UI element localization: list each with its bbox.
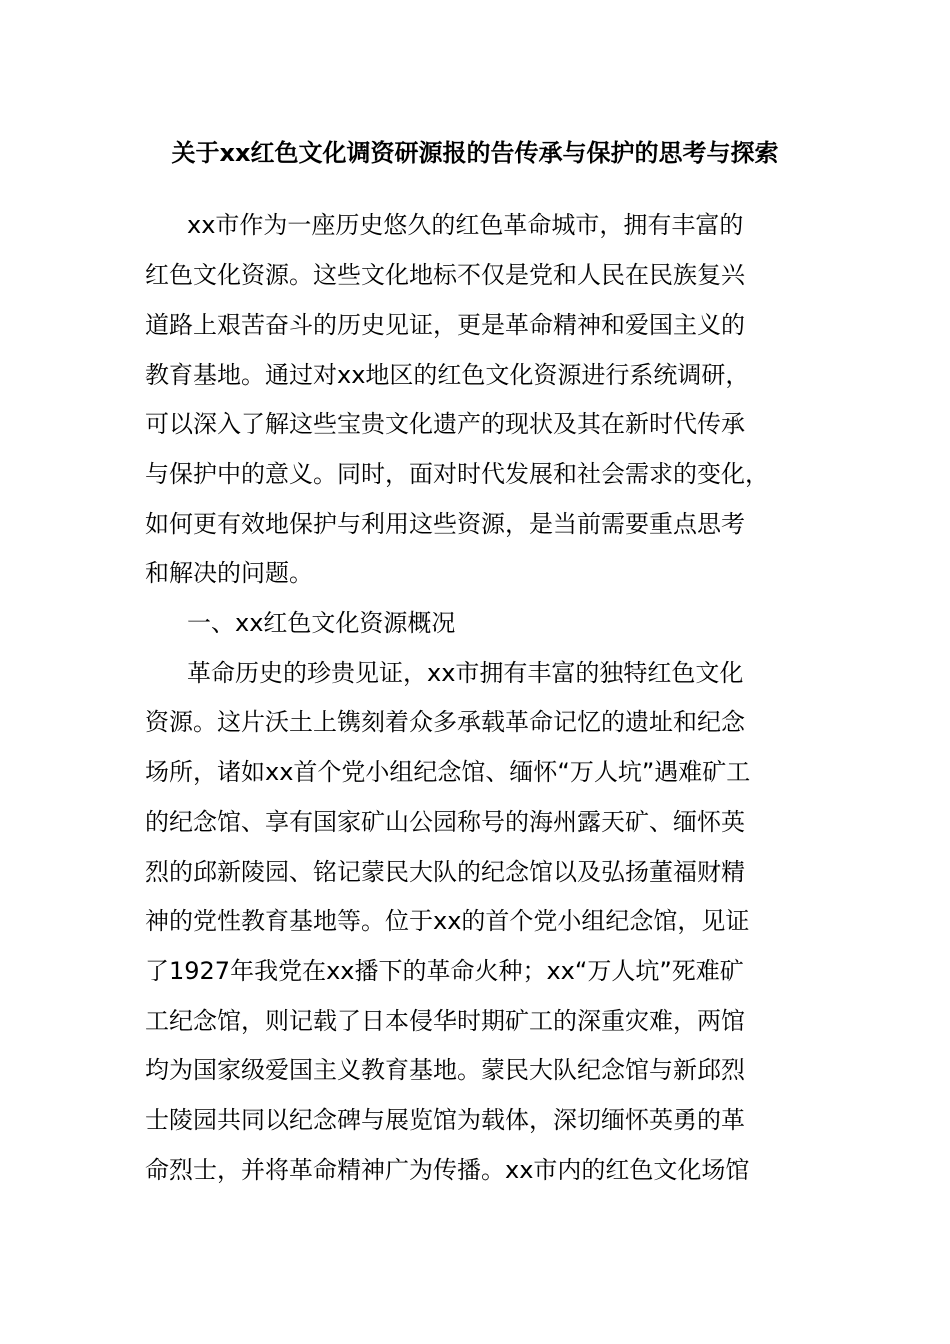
document-title: 关于xx红色文化调资研源报的告传承与保护的思考与探索 <box>171 139 779 167</box>
text-line: 革命历史的珍贵见证，xx市拥有丰富的独特红色文化 <box>187 659 744 687</box>
section-heading: 一、xx红色文化资源概况 <box>187 609 456 637</box>
text-line: xx市作为一座历史悠久的红色革命城市，拥有丰富的 <box>187 211 744 239</box>
text-line: 烈的邱新陵园、铭记蒙民大队的纪念馆以及弘扬董福财精 <box>145 858 745 886</box>
text-line: 教育基地。通过对xx地区的红色文化资源进行系统调研， <box>145 361 750 389</box>
text-line: 的纪念馆、享有国家矿山公园称号的海州露天矿、缅怀英 <box>145 808 745 836</box>
text-line: 了1927年我党在xx播下的革命火种；xx“万人坑”死难矿 <box>145 957 744 985</box>
text-line: 工纪念馆，则记载了日本侵华时期矿工的深重灾难，两馆 <box>145 1007 745 1035</box>
text-line: 场所，诸如xx首个党小组纪念馆、缅怀“万人坑”遇难矿工 <box>145 758 751 786</box>
text-line: 均为国家级爱国主义教育基地。蒙民大队纪念馆与新邱烈 <box>145 1056 745 1084</box>
text-line: 资源。这片沃土上镌刻着众多承载革命记忆的遗址和纪念 <box>145 708 745 736</box>
text-line: 士陵园共同以纪念碑与展览馆为载体，深切缅怀英勇的革 <box>145 1106 745 1134</box>
text-line: 可以深入了解这些宝贵文化遗产的现状及其在新时代传承 <box>145 410 745 438</box>
text-line: 和解决的问题。 <box>145 559 313 587</box>
text-line: 命烈士，并将革命精神广为传播。xx市内的红色文化场馆 <box>145 1156 750 1184</box>
text-line: 道路上艰苦奋斗的历史见证，更是革命精神和爱国主义的 <box>145 311 745 339</box>
text-line: 如何更有效地保护与利用这些资源，是当前需要重点思考 <box>145 510 745 538</box>
text-line: 神的党性教育基地等。位于xx的首个党小组纪念馆，见证 <box>145 907 750 935</box>
text-line: 与保护中的意义。同时，面对时代发展和社会需求的变化， <box>145 460 769 488</box>
text-line: 红色文化资源。这些文化地标不仅是党和人民在民族复兴 <box>145 261 745 289</box>
